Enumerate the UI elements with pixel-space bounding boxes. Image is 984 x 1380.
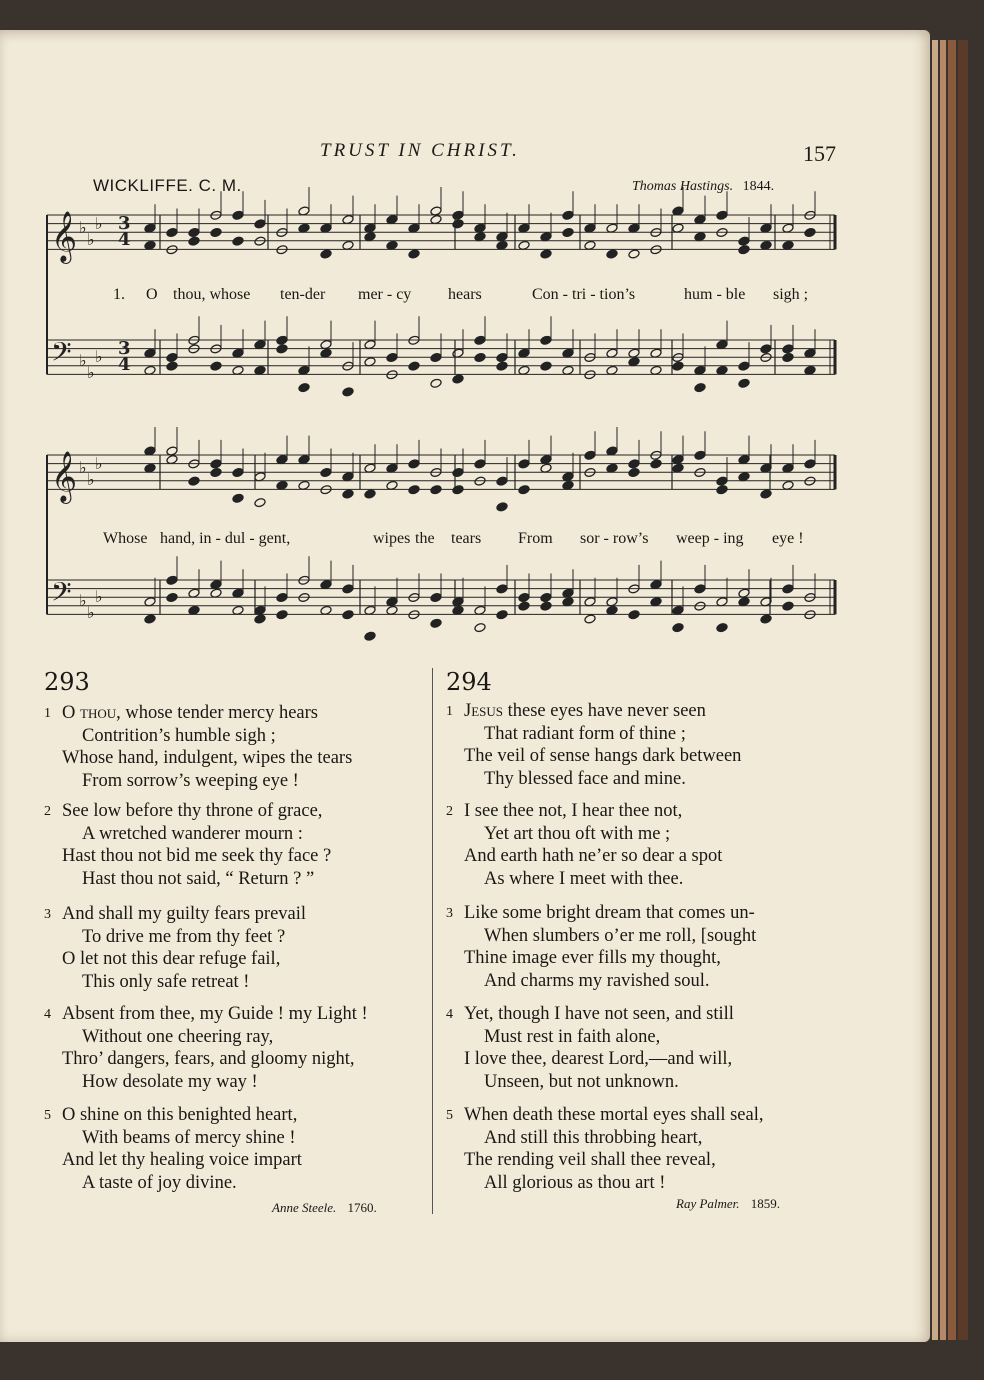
notehead (694, 450, 706, 460)
lyric-word: From (518, 530, 553, 547)
notehead (408, 485, 420, 495)
notehead (518, 459, 530, 469)
stanza (44, 1104, 302, 1194)
notehead (276, 335, 288, 345)
notehead (738, 378, 750, 388)
verse-line: Yet, though I have not seen, and still (464, 1004, 734, 1024)
lyric-word: hears (448, 286, 482, 303)
notehead (430, 618, 442, 628)
verse-line: Must rest in faith alone, (484, 1026, 661, 1047)
year: 1760. (347, 1200, 377, 1215)
verse-line: A taste of joy divine. (82, 1172, 237, 1193)
lyric-word: tears (451, 530, 482, 547)
notehead (540, 601, 552, 611)
flat-icon: ♭ (79, 591, 87, 610)
verse-line: That radiant form of thine ; (484, 723, 686, 744)
author: Ray Palmer. (676, 1196, 740, 1211)
lyric-word: sigh ; (773, 286, 809, 303)
lyric-word: ten-der (280, 286, 326, 303)
notehead (628, 610, 640, 620)
verse-line: Jesus these eyes have never seen (464, 701, 706, 721)
stanza (44, 702, 352, 792)
notehead (738, 245, 750, 255)
notehead (232, 493, 244, 503)
lyric-word: weep - ing (676, 530, 744, 547)
stanza-number: 1 (446, 704, 453, 719)
notehead (166, 575, 178, 585)
lyric-word: thou, whose (173, 286, 251, 303)
notehead (276, 592, 288, 602)
notehead (672, 361, 684, 371)
notehead (254, 614, 266, 624)
notehead (782, 601, 794, 611)
notehead (474, 335, 486, 345)
notehead (298, 382, 310, 392)
notehead (430, 378, 442, 388)
notehead (496, 352, 508, 362)
verse-line: O let not this dear refuge fail, (62, 949, 281, 970)
notehead (694, 382, 706, 392)
verse-line: And let thy healing voice impart (62, 1150, 302, 1171)
notehead (782, 584, 794, 594)
notehead (320, 249, 332, 259)
composer-year: 1844. (742, 179, 775, 194)
verse-line: I see thee not, I hear thee not, (464, 801, 683, 821)
notehead (232, 467, 244, 477)
stanza (44, 903, 306, 993)
notehead (452, 485, 464, 495)
notehead (562, 210, 574, 220)
notehead (210, 227, 222, 237)
notehead (716, 210, 728, 220)
verse-line: O thou, whose tender mercy hears (62, 703, 318, 723)
year: 1859. (750, 1196, 781, 1211)
notehead (430, 352, 442, 362)
notehead (408, 249, 420, 259)
hymn-293-attribution (272, 1200, 377, 1216)
verse-line: Absent from thee, my Guide ! my Light ! (62, 1004, 368, 1024)
verse-line: This only safe retreat ! (82, 971, 250, 992)
time-signature: 4 (118, 229, 131, 250)
verse-line: Like some bright dream that comes un- (464, 903, 755, 923)
verse-line: A wretched wanderer mourn : (82, 823, 303, 844)
notehead (496, 476, 508, 486)
notehead (452, 210, 464, 220)
notehead (606, 249, 618, 259)
notehead (474, 622, 486, 632)
flat-icon: ♭ (95, 454, 103, 473)
time-signature: 3 (118, 338, 131, 359)
notehead (540, 249, 552, 259)
verse-line: See low before thy throne of grace, (62, 801, 323, 821)
stanza (446, 800, 722, 890)
treble-clef-icon: 𝄞 (51, 211, 78, 262)
verse-line: Hast thou not bid me seek thy face ? (62, 846, 332, 867)
bass-clef-icon: 𝄢 (51, 576, 72, 614)
stanza (44, 800, 331, 890)
notehead (804, 459, 816, 469)
stanza (44, 1003, 368, 1093)
notehead (210, 459, 222, 469)
notehead (188, 236, 200, 246)
notehead (540, 361, 552, 371)
notehead (518, 592, 530, 602)
stanza-number: 2 (446, 804, 453, 819)
verse-line: With beams of mercy shine ! (82, 1127, 296, 1148)
notehead (716, 476, 728, 486)
verse-line: And shall my guilty fears prevail (62, 904, 307, 924)
flat-icon: ♭ (95, 214, 103, 233)
running-title: TRUST IN CHRIST. (320, 140, 520, 161)
notehead (496, 361, 508, 371)
notehead (166, 592, 178, 602)
notehead (210, 467, 222, 477)
verse-line: How desolate my way ! (82, 1071, 258, 1092)
flat-icon: ♭ (87, 363, 95, 382)
lyric-word: Con - tri - tion’s (532, 286, 636, 303)
verse-line: The veil of sense hangs dark between (464, 746, 742, 767)
lyric-word: 1. (113, 286, 125, 303)
notehead (738, 236, 750, 246)
author: Anne Steele. (272, 1200, 337, 1215)
lyric-word: eye ! (772, 530, 804, 547)
flat-icon: ♭ (79, 351, 87, 370)
notehead (584, 614, 596, 624)
notehead (188, 227, 200, 237)
notehead (584, 450, 596, 460)
lyric-word: Whose (103, 530, 148, 547)
notehead (628, 249, 640, 259)
lyric-word: sor - row’s (580, 530, 649, 547)
lyric-word: hand, in - dul - gent, (160, 530, 291, 547)
notehead (650, 459, 662, 469)
notehead (408, 361, 420, 371)
stanza-number: 2 (44, 804, 51, 819)
notehead (276, 344, 288, 354)
notehead (804, 227, 816, 237)
notehead (342, 489, 354, 499)
notehead (408, 459, 420, 469)
hymn-294-attribution (676, 1196, 780, 1212)
verse-line: As where I meet with thee. (484, 868, 684, 889)
verse-line: Unseen, but not unknown. (484, 1071, 679, 1092)
notehead (342, 584, 354, 594)
notehead (254, 497, 266, 507)
notehead (342, 610, 354, 620)
notehead (386, 352, 398, 362)
verse-line: Whose hand, indulgent, wipes the tears (62, 748, 353, 769)
notehead (540, 592, 552, 602)
notehead (166, 227, 178, 237)
lyric-word: mer - cy (358, 286, 412, 303)
notehead (364, 631, 376, 641)
stanza-number: 3 (446, 906, 453, 921)
stanza (446, 1003, 734, 1093)
notehead (232, 236, 244, 246)
verse-line: Contrition’s humble sigh ; (82, 725, 276, 746)
column-divider (432, 668, 433, 1214)
verse-line: When slumbers o’er me roll, [sought (484, 925, 757, 946)
notehead (166, 361, 178, 371)
verse-line: And still this throbbing heart, (484, 1127, 703, 1148)
lyric-word: O (146, 286, 158, 303)
stanza-number: 5 (44, 1108, 51, 1123)
stanza (446, 1104, 764, 1194)
flat-icon: ♭ (87, 603, 95, 622)
notehead (628, 459, 640, 469)
notehead (562, 227, 574, 237)
notehead (474, 459, 486, 469)
verse-line: From sorrow’s weeping eye ! (82, 770, 299, 791)
notehead (518, 601, 530, 611)
hymn-number: 294 (446, 668, 492, 696)
stanza (446, 902, 756, 992)
flat-icon: ♭ (79, 458, 87, 477)
notehead (518, 485, 530, 495)
stanza (446, 700, 741, 790)
verse-line: Without one cheering ray, (82, 1026, 274, 1047)
notehead (496, 610, 508, 620)
lyric-word: wipes (373, 530, 411, 547)
stanza-number: 4 (44, 1007, 51, 1022)
notehead (716, 622, 728, 632)
stanza-number: 1 (44, 706, 51, 721)
notehead (716, 485, 728, 495)
notehead (628, 467, 640, 477)
notehead (364, 489, 376, 499)
notehead (738, 361, 750, 371)
notehead (496, 584, 508, 594)
composer-name: Thomas Hastings. (632, 179, 734, 194)
notehead (232, 210, 244, 220)
time-signature: 3 (118, 213, 131, 234)
verse-line: Thy blessed face and mine. (484, 768, 686, 789)
hymn-number: 293 (44, 668, 90, 696)
notehead (166, 352, 178, 362)
notehead (782, 352, 794, 362)
notehead (452, 219, 464, 229)
lyric-word: hum - ble (684, 286, 746, 303)
flat-icon: ♭ (95, 347, 103, 366)
stanza-number: 4 (446, 1007, 453, 1022)
verse-line: To drive me from thy feet ? (82, 926, 286, 947)
notehead (496, 502, 508, 512)
flat-icon: ♭ (87, 470, 95, 489)
verse-line: When death these mortal eyes shall seal, (464, 1105, 764, 1125)
notehead (452, 467, 464, 477)
notehead (144, 614, 156, 624)
treble-clef-icon: 𝄞 (51, 451, 78, 502)
stanza-number: 3 (44, 907, 51, 922)
verse-line: Thro’ dangers, fears, and gloomy night, (62, 1049, 355, 1070)
page-number: 157 (803, 141, 836, 166)
verse-line: And earth hath ne’er so dear a spot (464, 846, 723, 867)
verse-line: All glorious as thou art ! (484, 1172, 666, 1193)
flat-icon: ♭ (95, 587, 103, 606)
notehead (254, 219, 266, 229)
notehead (342, 387, 354, 397)
notehead (430, 485, 442, 495)
verse-line: The rending veil shall thee reveal, (464, 1150, 716, 1171)
verse-line: Yet art thou oft with me ; (484, 823, 671, 844)
notehead (188, 476, 200, 486)
time-signature: 4 (118, 354, 131, 375)
flat-icon: ♭ (87, 230, 95, 249)
verse-line: O shine on this benighted heart, (62, 1105, 298, 1125)
notehead (276, 610, 288, 620)
notehead (782, 344, 794, 354)
verse-line: And charms my ravished soul. (484, 970, 710, 991)
verse-line: Thine image ever fills my thought, (464, 948, 721, 969)
notehead (320, 467, 332, 477)
notehead (430, 592, 442, 602)
notehead (210, 361, 222, 371)
notehead (760, 614, 772, 624)
notehead (672, 622, 684, 632)
music-notation (0, 0, 984, 680)
tune-name: WICKLIFFE. C. M. (93, 176, 242, 195)
notehead (474, 352, 486, 362)
flat-icon: ♭ (79, 218, 87, 237)
notehead (452, 374, 464, 384)
notehead (694, 584, 706, 594)
notehead (540, 335, 552, 345)
notehead (760, 344, 772, 354)
stanza-number: 5 (446, 1108, 453, 1123)
bass-clef-icon: 𝄢 (51, 336, 72, 374)
verse-line: I love thee, dearest Lord,—and will, (464, 1049, 733, 1070)
verse-line: Hast thou not said, “ Return ? ” (82, 868, 315, 889)
lyric-word: the (415, 530, 435, 547)
notehead (760, 489, 772, 499)
